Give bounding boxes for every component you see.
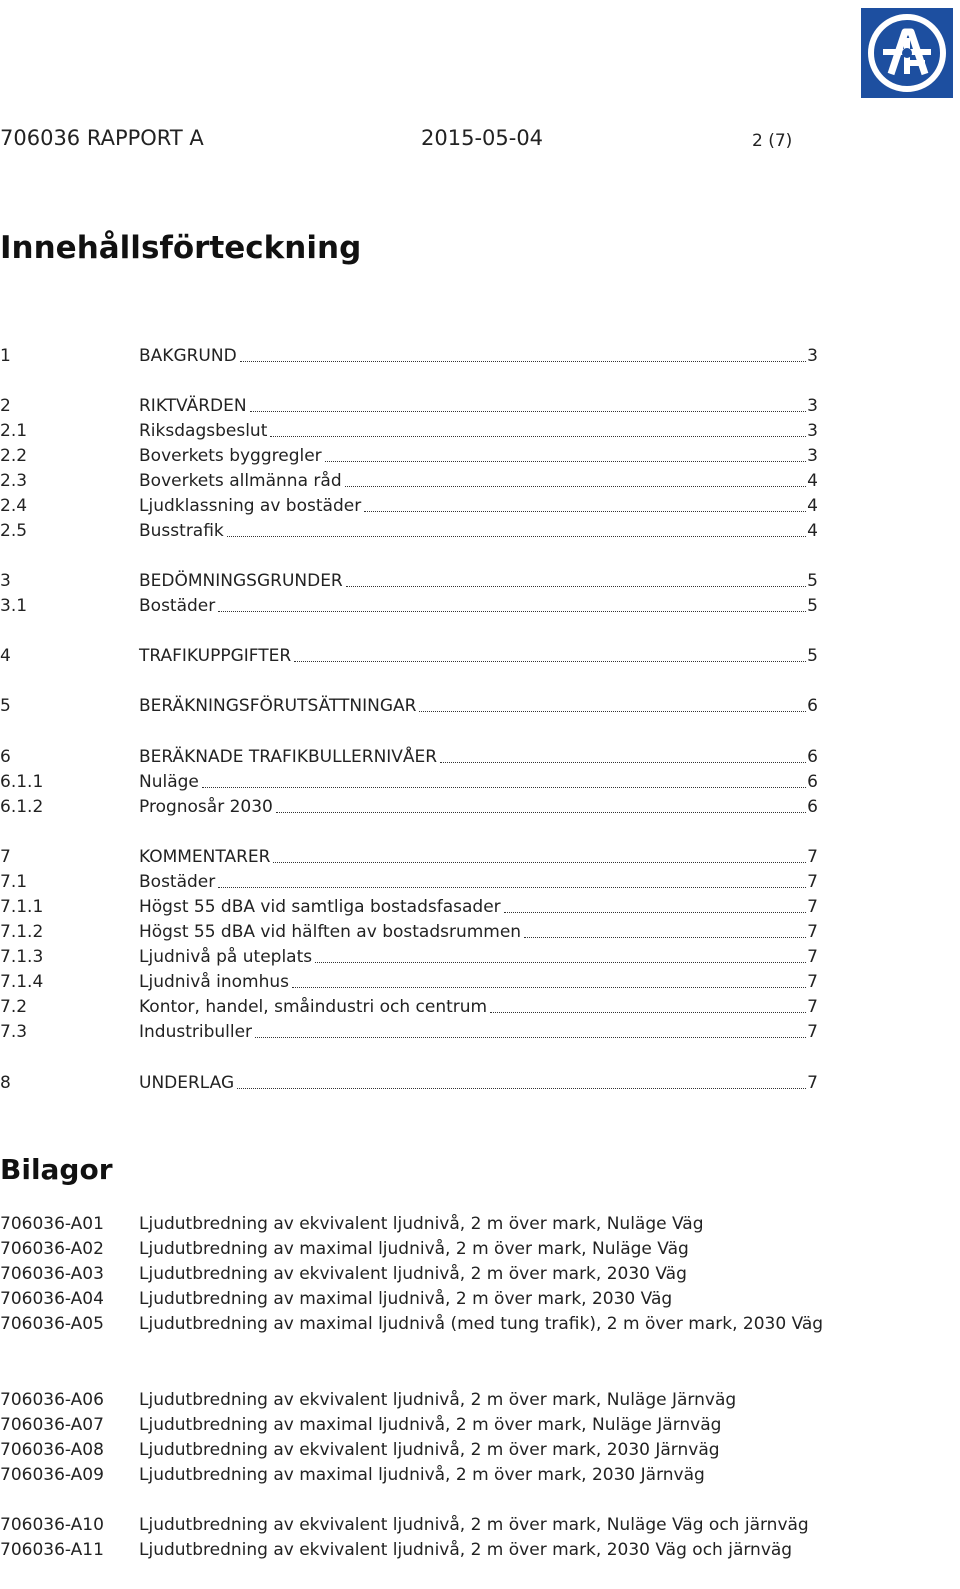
toc-entry-number: 6.1.1	[0, 772, 44, 792]
toc-entry-number: 2.5	[0, 521, 28, 541]
toc-entry[interactable]	[0, 521, 818, 546]
toc-entry-page: 3	[807, 446, 818, 466]
appendix-description: Ljudutbredning av maximal ljudnivå (med tung trafik), 2 m över mark, 2030 Väg	[139, 1314, 824, 1334]
toc-entry-number: 4	[0, 646, 11, 666]
toc-entry-page: 7	[807, 897, 818, 917]
toc-entry-title: Ljudnivå inomhus	[139, 972, 290, 992]
appendix-description: Ljudutbredning av ekvivalent ljudnivå, 2 m över mark, Nuläge Väg och järnväg	[139, 1515, 809, 1535]
toc-entry-number: 7	[0, 847, 11, 867]
toc-entry[interactable]	[0, 797, 818, 822]
toc-leader-dots	[504, 897, 807, 913]
toc-entry-title: TRAFIKUPPGIFTER	[139, 646, 292, 666]
toc-entry-number: 7.1	[0, 872, 28, 892]
toc-entry-title: Industribuller	[139, 1022, 253, 1042]
toc-entry-page: 5	[807, 646, 818, 666]
toc-entry-page: 5	[807, 571, 818, 591]
toc-entry-number: 1	[0, 346, 11, 366]
toc-entry-title: BERÄKNINGSFÖRUTSÄTTNINGAR	[139, 696, 417, 716]
appendix-code: 706036-A07	[0, 1415, 104, 1435]
toc-entry-title: Boverkets byggregler	[139, 446, 322, 466]
appendix-description: Ljudutbredning av ekvivalent ljudnivå, 2 m över mark, 2030 Väg och järnväg	[139, 1540, 793, 1560]
toc-leader-dots	[315, 947, 806, 963]
toc-entry-number: 7.1.3	[0, 947, 44, 967]
appendix-code: 706036-A11	[0, 1540, 104, 1560]
toc-entry-title: Ljudnivå på uteplats	[139, 947, 313, 967]
toc-heading: Innehållsförteckning	[0, 230, 362, 266]
toc-entry[interactable]	[0, 997, 818, 1022]
toc-entry[interactable]	[0, 747, 818, 772]
toc-entry-number: 7.1.1	[0, 897, 44, 917]
toc-entry-number: 7.1.2	[0, 922, 44, 942]
appendix-item	[0, 1465, 900, 1490]
appendix-code: 706036-A03	[0, 1264, 104, 1284]
toc-entry[interactable]	[0, 972, 818, 997]
toc-leader-dots	[250, 396, 807, 412]
toc-leader-dots	[440, 747, 806, 763]
toc-entry[interactable]	[0, 1073, 818, 1098]
toc-entry-number: 2.3	[0, 471, 28, 491]
appendix-item	[0, 1440, 900, 1465]
toc-entry-page: 7	[807, 847, 818, 867]
toc-entry-title: BERÄKNADE TRAFIKBULLERNIVÅER	[139, 747, 438, 767]
appendix-item	[0, 1390, 900, 1415]
toc-entry-page: 4	[807, 471, 818, 491]
toc-entry-page: 3	[807, 421, 818, 441]
appendix-description: Ljudutbredning av maximal ljudnivå, 2 m över mark, 2030 Väg	[139, 1289, 673, 1309]
toc-entry[interactable]	[0, 696, 818, 721]
toc-entry-number: 8	[0, 1073, 11, 1093]
toc-leader-dots	[419, 696, 806, 712]
appendix-item	[0, 1540, 900, 1565]
toc-entry-number: 7.1.4	[0, 972, 44, 992]
toc-entry-page: 7	[807, 1022, 818, 1042]
toc-entry-number: 2.2	[0, 446, 28, 466]
toc-entry-number: 7.2	[0, 997, 28, 1017]
toc-entry-page: 5	[807, 596, 818, 616]
appendix-code: 706036-A06	[0, 1390, 104, 1410]
toc-entry-page: 3	[807, 396, 818, 416]
appendix-code: 706036-A10	[0, 1515, 104, 1535]
toc-entry-title: Högst 55 dBA vid samtliga bostadsfasader	[139, 897, 501, 917]
appendix-item	[0, 1289, 900, 1314]
report-id: 706036 RAPPORT A	[0, 126, 204, 150]
toc-entry-page: 7	[807, 947, 818, 967]
toc-leader-dots	[490, 997, 806, 1013]
appendix-description: Ljudutbredning av maximal ljudnivå, 2 m över mark, Nuläge Väg	[139, 1239, 689, 1259]
toc-leader-dots	[270, 421, 806, 437]
toc-leader-dots	[218, 596, 806, 612]
appendices-heading: Bilagor	[0, 1153, 113, 1186]
toc-entry-title: Ljudklassning av bostäder	[139, 496, 362, 516]
af-logo-icon	[861, 8, 953, 98]
toc-leader-dots	[292, 972, 806, 988]
appendix-item	[0, 1515, 900, 1540]
toc-entry-number: 2	[0, 396, 11, 416]
toc-entry-title: BEDÖMNINGSGRUNDER	[139, 571, 343, 591]
toc-leader-dots	[294, 646, 806, 662]
toc-entry-title: Riksdagsbeslut	[139, 421, 268, 441]
toc-entry[interactable]	[0, 772, 818, 797]
toc-entry-number: 2.1	[0, 421, 28, 441]
toc-entry-number: 2.4	[0, 496, 28, 516]
appendix-item	[0, 1264, 900, 1289]
appendix-code: 706036-A08	[0, 1440, 104, 1460]
toc-entry[interactable]	[0, 421, 818, 446]
toc-leader-dots	[218, 872, 806, 888]
appendix-code: 706036-A09	[0, 1465, 104, 1485]
toc-entry[interactable]	[0, 596, 818, 621]
toc-leader-dots	[524, 922, 806, 938]
toc-entry-title: Prognosår 2030	[139, 797, 273, 817]
toc-entry-number: 6.1.2	[0, 797, 44, 817]
appendix-code: 706036-A04	[0, 1289, 104, 1309]
toc-entry-title: Bostäder	[139, 596, 216, 616]
toc-entry-page: 7	[807, 872, 818, 892]
appendix-item	[0, 1314, 900, 1339]
toc-leader-dots	[325, 446, 807, 462]
toc-leader-dots	[237, 1073, 806, 1089]
toc-entry[interactable]	[0, 947, 818, 972]
toc-entry[interactable]	[0, 496, 818, 521]
toc-entry-number: 6	[0, 747, 11, 767]
appendix-code: 706036-A05	[0, 1314, 104, 1334]
page-number: 2 (7)	[752, 131, 793, 151]
toc-entry-page: 6	[807, 696, 818, 716]
toc-entry[interactable]	[0, 646, 818, 671]
toc-entry[interactable]	[0, 897, 818, 922]
toc-entry-title: RIKTVÄRDEN	[139, 396, 247, 416]
appendix-description: Ljudutbredning av ekvivalent ljudnivå, 2 m över mark, Nuläge Väg	[139, 1214, 704, 1234]
toc-entry[interactable]	[0, 471, 818, 496]
toc-leader-dots	[276, 797, 806, 813]
toc-entry-title: Boverkets allmänna råd	[139, 471, 342, 491]
report-date: 2015-05-04	[421, 126, 544, 150]
toc-entry[interactable]	[0, 446, 818, 471]
appendix-code: 706036-A01	[0, 1214, 104, 1234]
toc-entry[interactable]	[0, 571, 818, 596]
toc-entry-title: Bostäder	[139, 872, 216, 892]
toc-entry-number: 3	[0, 571, 11, 591]
toc-entry[interactable]	[0, 872, 818, 897]
toc-entry-title: Busstrafik	[139, 521, 224, 541]
toc-leader-dots	[202, 772, 806, 788]
toc-entry-page: 7	[807, 972, 818, 992]
appendix-item	[0, 1214, 900, 1239]
appendix-description: Ljudutbredning av maximal ljudnivå, 2 m över mark, Nuläge Järnväg	[139, 1415, 722, 1435]
toc-leader-dots	[346, 571, 806, 587]
toc-leader-dots	[255, 1022, 806, 1038]
toc-entry-page: 6	[807, 772, 818, 792]
toc-entry-title: Högst 55 dBA vid hälften av bostadsrummen	[139, 922, 522, 942]
toc-entry[interactable]	[0, 1022, 818, 1047]
toc-entry-page: 7	[807, 922, 818, 942]
toc-entry-page: 4	[807, 496, 818, 516]
toc-entry-page: 7	[807, 1073, 818, 1093]
toc-entry-title: UNDERLAG	[139, 1073, 235, 1093]
appendix-code: 706036-A02	[0, 1239, 104, 1259]
toc-entry-title: BAKGRUND	[139, 346, 237, 366]
toc-leader-dots	[364, 496, 806, 512]
toc-entry-number: 3.1	[0, 596, 28, 616]
toc-entry-page: 7	[807, 997, 818, 1017]
toc-entry[interactable]	[0, 396, 818, 421]
appendix-description: Ljudutbredning av ekvivalent ljudnivå, 2 m över mark, 2030 Järnväg	[139, 1440, 720, 1460]
toc-entry-title: Nuläge	[139, 772, 199, 792]
appendix-description: Ljudutbredning av ekvivalent ljudnivå, 2 m över mark, Nuläge Järnväg	[139, 1390, 737, 1410]
toc-entry-title: Kontor, handel, småindustri och centrum	[139, 997, 488, 1017]
toc-entry-number: 5	[0, 696, 11, 716]
toc-entry[interactable]	[0, 346, 818, 371]
toc-entry-page: 6	[807, 747, 818, 767]
appendix-description: Ljudutbredning av ekvivalent ljudnivå, 2 m över mark, 2030 Väg	[139, 1264, 687, 1284]
toc-entry[interactable]	[0, 847, 818, 872]
appendix-item	[0, 1415, 900, 1440]
toc-entry-number: 7.3	[0, 1022, 28, 1042]
appendix-description: Ljudutbredning av maximal ljudnivå, 2 m över mark, 2030 Järnväg	[139, 1465, 705, 1485]
appendix-item	[0, 1239, 900, 1264]
toc-leader-dots	[240, 346, 806, 362]
toc-leader-dots	[227, 521, 806, 537]
toc-entry-page: 3	[807, 346, 818, 366]
toc-leader-dots	[273, 847, 806, 863]
toc-entry-title: KOMMENTARER	[139, 847, 271, 867]
toc-leader-dots	[345, 471, 807, 487]
toc-entry[interactable]	[0, 922, 818, 947]
toc-entry-page: 4	[807, 521, 818, 541]
toc-entry-page: 6	[807, 797, 818, 817]
